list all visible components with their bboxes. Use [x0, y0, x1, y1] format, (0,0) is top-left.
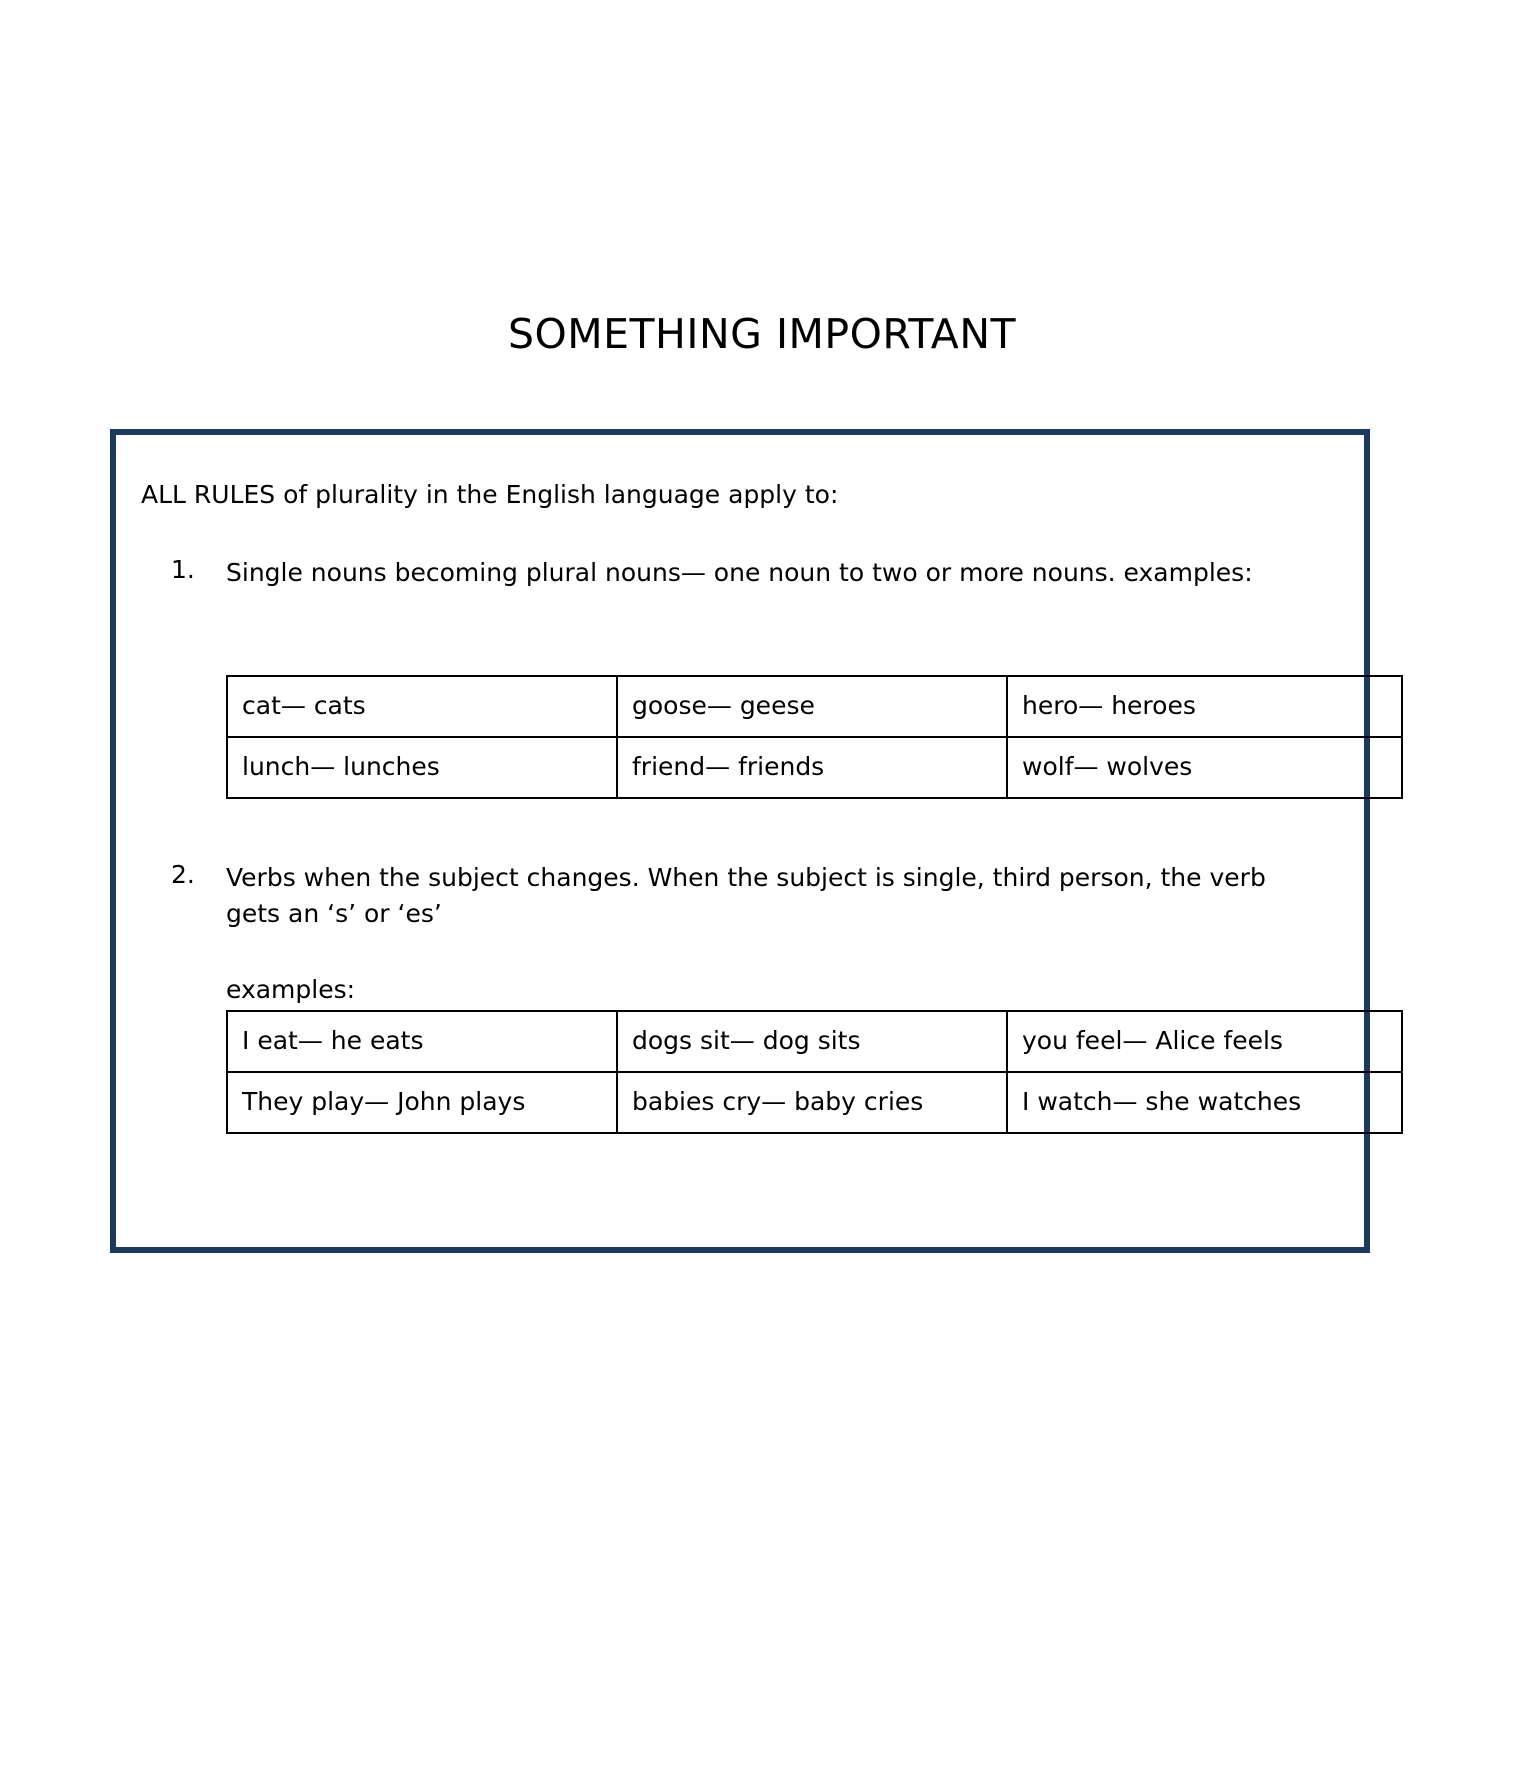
rules-content-box	[110, 429, 1370, 1253]
list-item-number-2: 2.	[171, 860, 195, 889]
examples-label-2: examples:	[226, 975, 356, 1004]
table-row	[227, 1072, 1402, 1133]
page-title: SOMETHING IMPORTANT	[507, 310, 1017, 358]
table-row	[227, 676, 1402, 737]
table-cell: lunch— lunches	[227, 737, 617, 798]
list-item-text-1: Single nouns becoming plural nouns— one noun to two or more nouns. examples:	[226, 558, 1253, 587]
table-cell: I watch— she watches	[1007, 1072, 1402, 1133]
list-item-number-1: 1.	[171, 555, 195, 584]
intro-text: ALL RULES of plurality in the English language apply to:	[141, 480, 839, 509]
table-cell: hero— heroes	[1007, 676, 1402, 737]
table-cell: wolf— wolves	[1007, 737, 1402, 798]
table-cell: They play— John plays	[227, 1072, 617, 1133]
table-row	[227, 1011, 1402, 1072]
table-cell: you feel— Alice feels	[1007, 1011, 1402, 1072]
table-cell: goose— geese	[617, 676, 1007, 737]
list-item-text-2: Verbs when the subject changes. When the subject is single, third person, the verb gets an ‘s’ or ‘es’	[226, 863, 1266, 928]
examples-table-nouns	[226, 675, 1403, 799]
table-cell: I eat— he eats	[227, 1011, 617, 1072]
table-cell: friend— friends	[617, 737, 1007, 798]
table-cell: babies cry— baby cries	[617, 1072, 1007, 1133]
examples-table-verbs	[226, 1010, 1403, 1134]
table-cell: cat— cats	[227, 676, 617, 737]
table-row	[227, 737, 1402, 798]
table-cell: dogs sit— dog sits	[617, 1011, 1007, 1072]
